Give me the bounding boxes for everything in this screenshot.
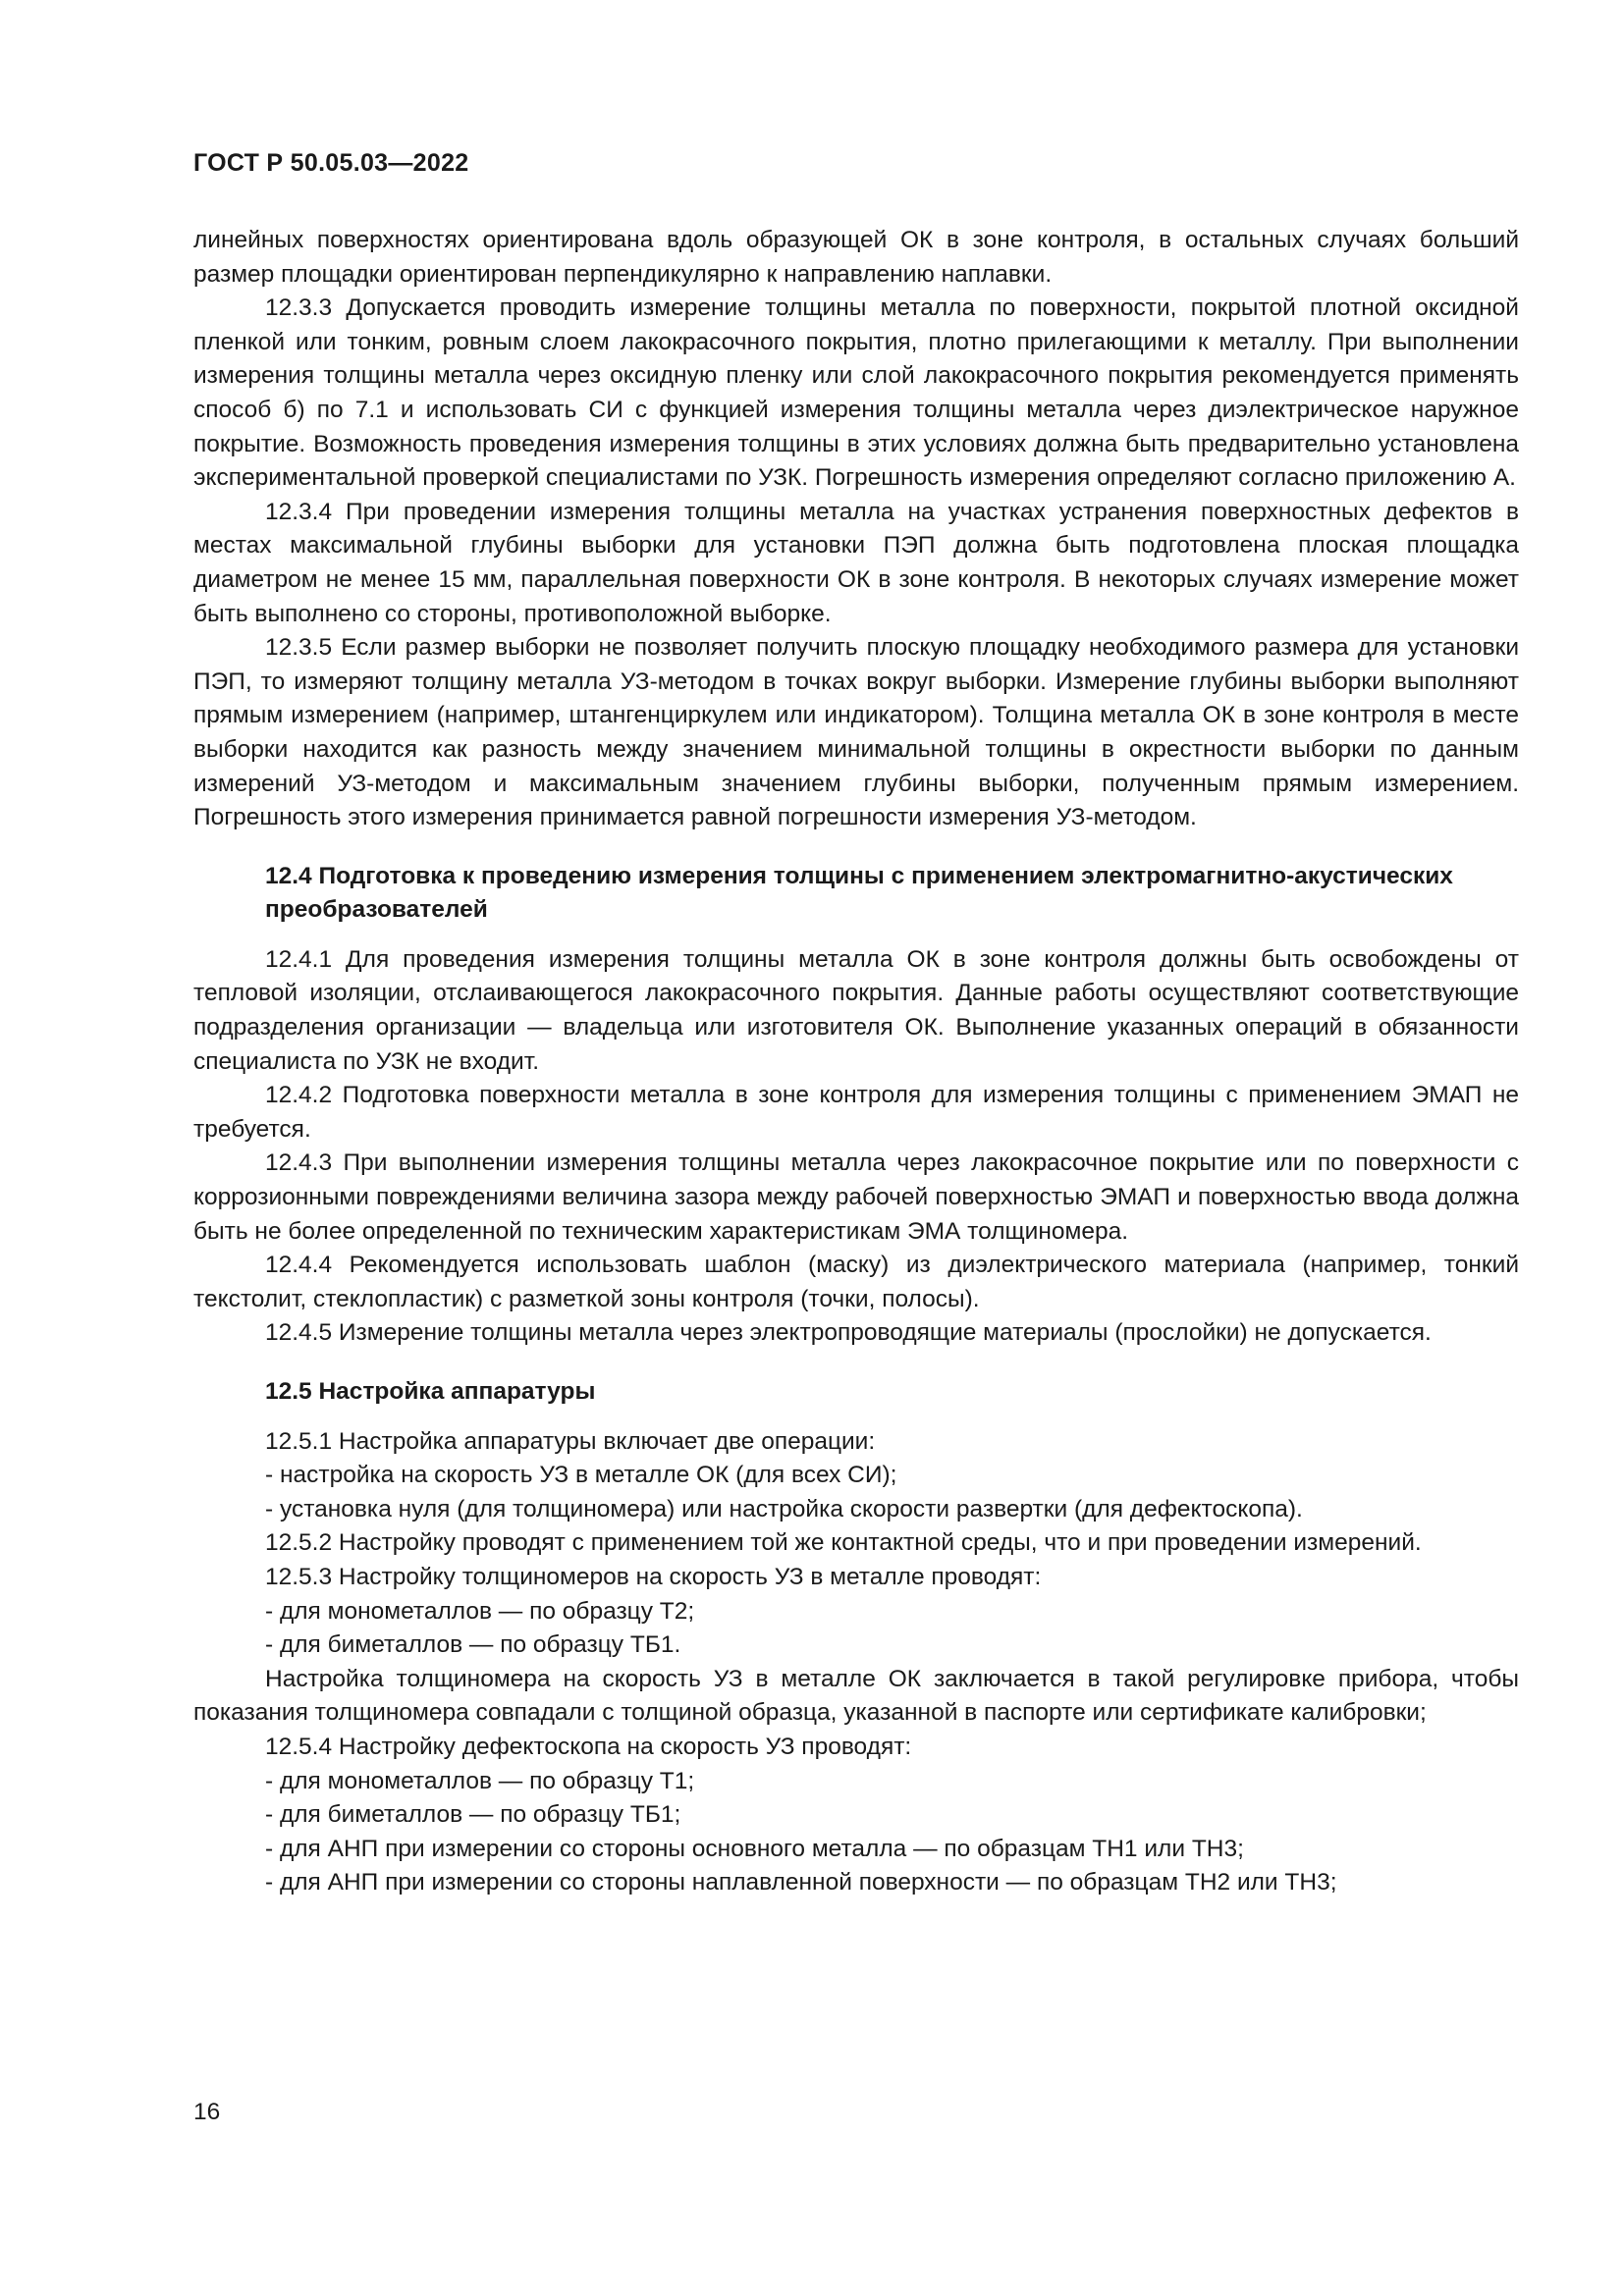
list-item: - для биметаллов — по образцу ТБ1; [265,1801,681,1829]
paragraph-12-4-1: 12.4.1 Для проведения измерения толщины металла ОК в зоне контроля должны быть освобождены от тепловой изоляции, отслаивающегося лакокрасочного покрытия. Данные работы осуществляют соответствующие подразделения организации — владельца или изготовителя ОК. Выполнение указанных операций в обязанности специалиста по УЗК не входит. [193,945,1519,1075]
document-code-header: ГОСТ Р 50.05.03—2022 [193,149,469,177]
paragraph-12-3-4: 12.3.4 При проведении измерения толщины металла на участках устранения поверхностных дефектов в местах максимальной глубины выборки для установки ПЭП должна быть подготовлена плоская площадка диаметром не менее 15 мм, параллельная поверхности ОК в зоне контроля. В некоторых случаях измерение может быть выполнено со стороны, противоположной выборке. [193,498,1519,627]
paragraph-12-5-3: 12.5.3 Настройку толщиномеров на скорость УЗ в металле проводят: [265,1563,1042,1590]
section-heading-12-5: 12.5 Настройка аппаратуры [265,1378,596,1405]
page-number: 16 [193,2099,221,2125]
paragraph-12-5-4: 12.5.4 Настройку дефектоскопа на скорость УЗ проводят: [265,1733,912,1760]
document-body [193,224,1519,1900]
paragraph: линейных поверхностях ориентирована вдоль образующей ОК в зоне контроля, в остальных случаях больший размер площадки ориентирован перпендикулярно к направлению наплавки. [193,227,1519,288]
paragraph-12-4-3: 12.4.3 При выполнении измерения толщины металла через лакокрасочное покрытие или по поверхности с коррозионными повреждениями величина зазора между рабочей поверхностью ЭМАП и поверхностью ввода должна быть не более определенной по техническим характеристикам ЭМА толщиномера. [193,1149,1519,1245]
paragraph-12-3-3: 12.3.3 Допускается проводить измерение толщины металла по поверхности, покрытой плотной оксидной пленкой или тонким, ровным слоем лакокрасочного покрытия, плотно прилегающими к металлу. При выполнении измерения толщины металла через оксидную пленку или слой лакокрасочного покрытия рекомендуется применять способ б) по 7.1 и использовать СИ с функцией измерения толщины металла через диэлектрическое наружное покрытие. Возможность проведения измерения толщины в этих условиях должна быть предварительно установлена экспериментальной проверкой специалистами по УЗК. Погрешность измерения определяют согласно приложению А. [193,294,1519,492]
paragraph-12-4-5: 12.4.5 Измерение толщины металла через электропроводящие материалы (прослойки) не допускается. [265,1319,1432,1347]
list-item: - для монометаллов — по образцу Т1; [265,1767,695,1794]
list-item: - установка нуля (для толщиномера) или настройка скорости развертки (для дефектоскопа). [265,1495,1303,1522]
paragraph-12-3-5: 12.3.5 Если размер выборки не позволяет получить плоскую площадку необходимого размера для установки ПЭП, то измеряют толщину металла УЗ-методом в точках вокруг выборки. Измерение глубины выборки выполняют прямым измерением (например, штангенциркулем или индикатором). Толщина металла ОК в зоне контроля в месте выборки находится как разность между значением минимальной толщины в окрестности выборки по данным измерений УЗ-методом и максимальным значением глубины выборки, полученным прямым измерением. Погрешность этого измерения принимается равной погрешности измерения УЗ-методом. [193,634,1519,831]
paragraph-12-4-2: 12.4.2 Подготовка поверхности металла в зоне контроля для измерения толщины с применением ЭМАП не требуется. [193,1082,1519,1143]
paragraph-12-5-1: 12.5.1 Настройка аппаратуры включает две операции: [265,1427,876,1455]
list-item: - настройка на скорость УЗ в металле ОК (для всех СИ); [265,1462,897,1489]
list-item: - для монометаллов — по образцу Т2; [265,1597,695,1625]
list-item: - для биметаллов — по образцу ТБ1. [265,1631,681,1659]
paragraph-12-4-4: 12.4.4 Рекомендуется использовать шаблон (маску) из диэлектрического материала (например, тонкий текстолит, стеклопластик) с разметкой зоны контроля (точки, полосы). [193,1252,1519,1312]
paragraph: Настройка толщиномера на скорость УЗ в металле ОК заключается в такой регулировке прибора, чтобы показания толщиномера совпадали с толщиной образца, указанной в паспорте или сертификате калибровки; [193,1665,1519,1727]
section-heading-12-4: 12.4 Подготовка к проведению измерения толщины с применением электромагнитно-акустических преобразователей [265,862,1453,924]
paragraph-12-5-2: 12.5.2 Настройку проводят с применением той же контактной среды, что и при проведении измерений. [265,1529,1422,1557]
list-item: - для АНП при измерении со стороны основного металла — по образцам ТН1 или ТН3; [265,1835,1244,1862]
list-item: - для АНП при измерении со стороны наплавленной поверхности — по образцам ТН2 или ТН3; [265,1869,1337,1896]
